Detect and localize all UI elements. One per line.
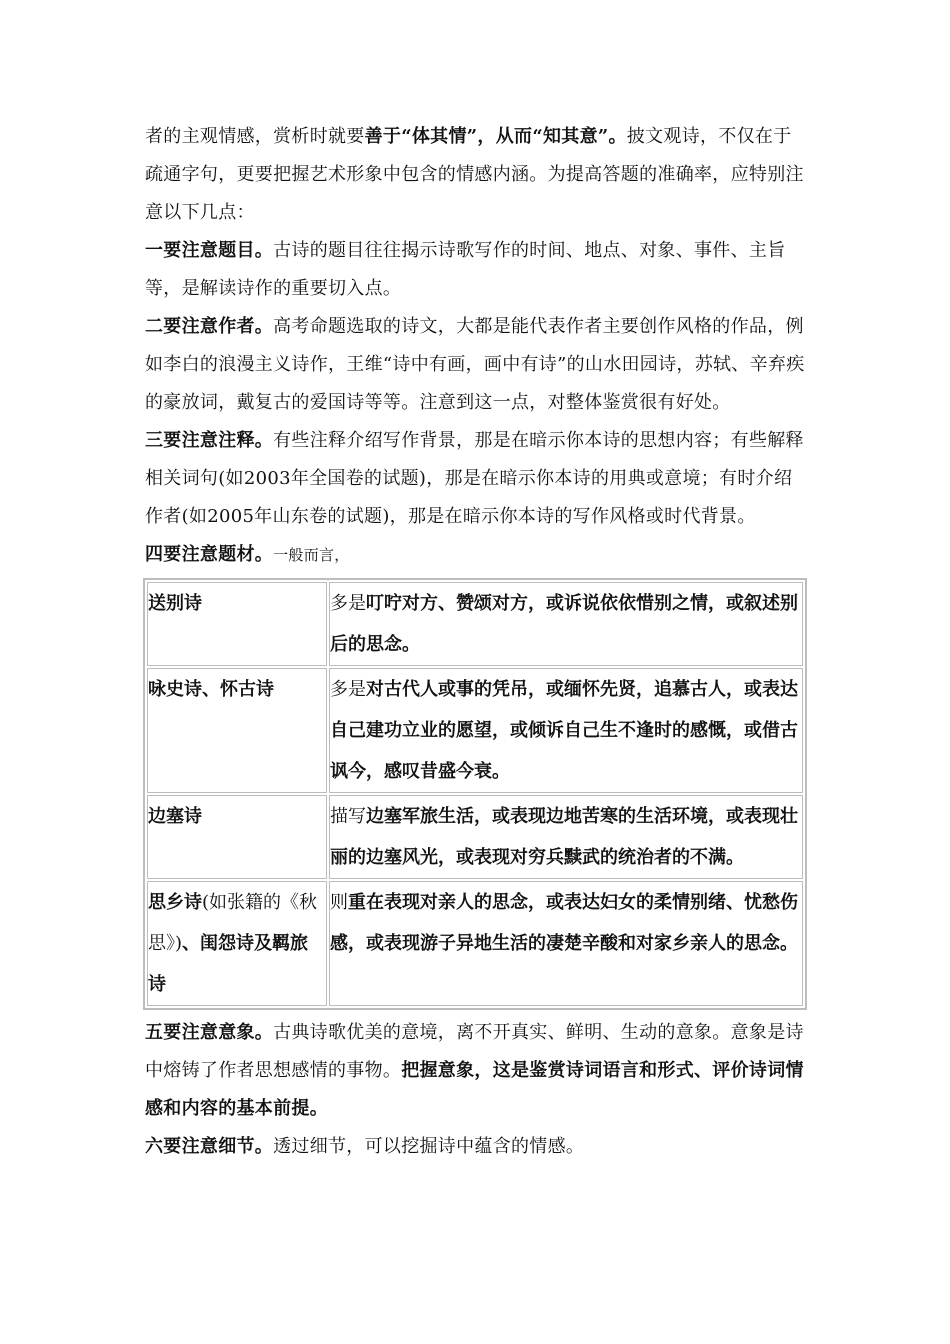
point-6 xyxy=(145,1128,807,1166)
point-2-title: 二要注意作者。 xyxy=(145,316,274,337)
point-1-text: 古诗的题目往往揭示诗歌写作的时间、地点、对象、事件、主旨等，是解读诗作的重要切入点。 xyxy=(145,240,786,299)
genre-name: 送别诗 xyxy=(148,593,202,614)
genre-desc-lead: 描写 xyxy=(330,806,366,827)
genre-cell xyxy=(147,582,327,666)
poetry-genre-table xyxy=(143,578,807,1010)
intro-bold: 善于“体其情”，从而“知其意”。 xyxy=(364,126,627,147)
genre-desc-cell xyxy=(329,582,803,666)
genre-desc-cell xyxy=(329,795,803,879)
genre-desc-cell xyxy=(329,668,803,793)
point-5-text: 古典诗歌优美的意境，离不开真实、鲜明、生动的意象。意象是诗中熔铸了作者思想感情的事物。 xyxy=(145,1022,804,1081)
point-4-text: 一般而言， xyxy=(273,546,350,564)
point-1-title: 一要注意题目。 xyxy=(145,240,274,261)
point-3-text: 有些注释介绍写作背景，那是在暗示你本诗的思想内容；有些解释相关词句(如2003年全国卷的试题)，那是在暗示你本诗的用典或意境；有时介绍作者(如2005年山东卷的试题)，那是在暗示你本诗的写作风格或时代背景。 xyxy=(145,430,804,527)
table-row xyxy=(147,668,803,793)
genre-desc-lead: 多是 xyxy=(330,593,366,614)
genre-desc-cell xyxy=(329,881,803,1006)
genre-desc: 对古代人或事的凭吊，或缅怀先贤，追慕古人，或表达自己建功立业的愿望，或倾诉自己生不逢时的感慨，或借古讽今，感叹昔盛今衰。 xyxy=(330,679,798,782)
table-row xyxy=(147,795,803,879)
genre-cell xyxy=(147,795,327,879)
point-1 xyxy=(145,232,807,308)
point-6-text: 透过细节，可以挖掘诗中蕴含的情感。 xyxy=(273,1136,585,1157)
point-2-text: 高考命题选取的诗文，大都是能代表作者主要创作风格的作品，例如李白的浪漫主义诗作，王维“诗中有画，画中有诗”的山水田园诗，苏轼、辛弃疾的豪放词，戴复古的爱国诗等等。注意到这一点，对整体鉴赏很有好处。 xyxy=(145,316,805,413)
genre-name-tail: 、闺怨诗及羁旅诗 xyxy=(148,933,309,995)
genre-desc: 重在表现对亲人的思念，或表达妇女的柔情别绪、忧愁伤感，或表现游子异地生活的凄楚辛酸和对家乡亲人的思念。 xyxy=(330,892,798,954)
table-row xyxy=(147,881,803,1006)
genre-name: 思乡诗 xyxy=(148,892,202,913)
genre-note: (如张籍的《秋思》) xyxy=(148,892,318,954)
table-row xyxy=(147,582,803,666)
genre-name: 边塞诗 xyxy=(148,806,202,827)
intro-text-c: 披文观诗，不仅在于疏通字句，更要把握艺术形象中包含的情感内涵。为提高答题的准确率，应特别注意以下几点： xyxy=(145,126,804,223)
genre-desc: 叮咛对方、赞颂对方，或诉说依依惜别之情，或叙述别后的思念。 xyxy=(330,593,798,655)
point-4-title: 四要注意题材。 xyxy=(145,544,274,565)
point-5-bold: 把握意象，这是鉴赏诗词语言和形式、评价诗词情感和内容的基本前提。 xyxy=(145,1060,804,1119)
genre-cell xyxy=(147,668,327,793)
point-2 xyxy=(145,308,807,422)
point-5 xyxy=(145,1014,807,1128)
intro-paragraph xyxy=(145,118,807,232)
document-page xyxy=(145,118,807,1166)
point-4 xyxy=(145,536,807,574)
genre-cell xyxy=(147,881,327,1006)
point-3-title: 三要注意注释。 xyxy=(145,430,274,451)
genre-desc-lead: 多是 xyxy=(330,679,366,700)
point-5-title: 五要注意意象。 xyxy=(145,1022,274,1043)
point-6-title: 六要注意细节。 xyxy=(145,1136,274,1157)
genre-name: 咏史诗、怀古诗 xyxy=(148,679,274,700)
genre-desc-lead: 则 xyxy=(330,892,348,913)
genre-desc: 边塞军旅生活，或表现边地苦寒的生活环境，或表现壮丽的边塞风光，或表现对穷兵黩武的统治者的不满。 xyxy=(330,806,798,868)
intro-text-a: 者的主观情感，赏析时就要 xyxy=(145,126,365,147)
point-3 xyxy=(145,422,807,536)
